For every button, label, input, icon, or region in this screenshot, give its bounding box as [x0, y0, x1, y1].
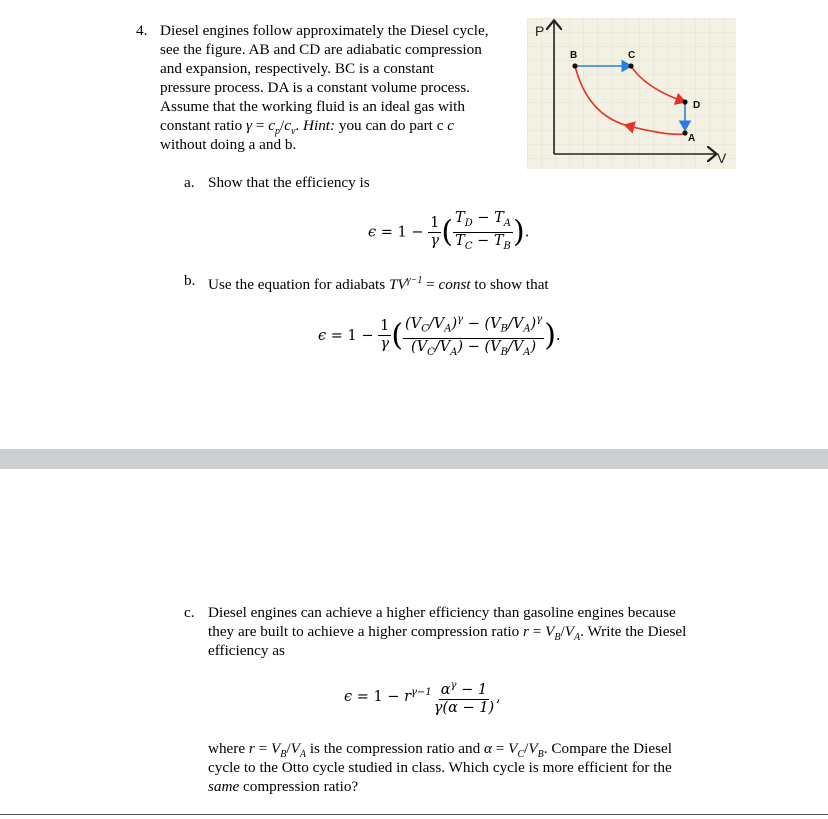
part-a-label: a.	[184, 174, 195, 191]
v-label: V	[717, 150, 727, 166]
part-c-label: c.	[184, 604, 195, 621]
part-c-line-3: efficiency as	[208, 642, 285, 659]
part-c-line-2: they are built to achieve a higher compression ratio $r = V_B/V_A$. Write the Diesel	[208, 623, 687, 644]
equation-a: ϵ = 1 − $\frac{1}{\gamma}$ ( $\frac{T_D - T_A}{T_C - T_B}$ ).	[368, 210, 530, 252]
intro-line-6: constant ratio $\gamma = c_p/c_v$. Hint: you can do part c c	[160, 117, 454, 138]
part-c-last-line: same compression ratio?	[208, 778, 359, 795]
intro-line-3: and expansion, respectively. BC is a constant	[160, 60, 435, 77]
bottom-rule	[0, 814, 828, 815]
part-c-otto-line: cycle to the Otto cycle studied in class. Which cycle is more efficient for the	[208, 759, 672, 776]
p-label: P	[535, 23, 545, 39]
problem-number: 4.	[136, 22, 148, 39]
page-divider	[0, 449, 828, 469]
point-a	[682, 130, 687, 135]
figure-grid	[527, 18, 736, 169]
diesel-cycle-figure	[527, 18, 736, 169]
intro-line-5: Assume that the working fluid is an ideal gas with	[160, 98, 465, 115]
label-a: A	[688, 133, 696, 144]
intro-line-7: without doing a and b.	[160, 136, 297, 153]
equation-b: ϵ = 1 − $\frac{1}{\gamma}$ ( $\frac{(V_C/V_A)^\gamma - (V_B/V_A)^\gamma}{(V_C/V_A) - (V_B/V_A)}$ ).	[318, 311, 561, 361]
hint-label: Hint:	[303, 117, 336, 134]
label-c: C	[628, 50, 636, 61]
point-b	[572, 63, 577, 68]
equation-c: $\epsilon = 1 - r^{\gamma-1}$ $\frac{\alpha^\gamma - 1}{\gamma(\alpha - 1)}$ ,	[344, 677, 501, 717]
point-c	[628, 63, 633, 68]
part-b-text: Use the equation for adiabats $TV^{\gamma-1}$ = const to show that	[208, 275, 549, 294]
part-c-line-1: Diesel engines can achieve a higher efficiency than gasoline engines because	[208, 604, 676, 621]
part-a-text: Show that the efficiency is	[208, 174, 370, 191]
part-c-where-line: where $r = V_B/V_A$ is the compression ratio and $\alpha = V_C/V_B$. Compare the Diesel	[208, 740, 672, 761]
intro-line-1: Diesel engines follow approximately the Diesel cycle,	[160, 22, 489, 39]
point-d	[682, 99, 687, 104]
part-b-label: b.	[184, 272, 196, 289]
label-d: D	[693, 100, 701, 111]
intro-line-4: pressure process. DA is a constant volume process.	[160, 79, 471, 96]
label-b: B	[570, 50, 578, 61]
intro-line-2: see the figure. AB and CD are adiabatic compression	[160, 41, 482, 58]
